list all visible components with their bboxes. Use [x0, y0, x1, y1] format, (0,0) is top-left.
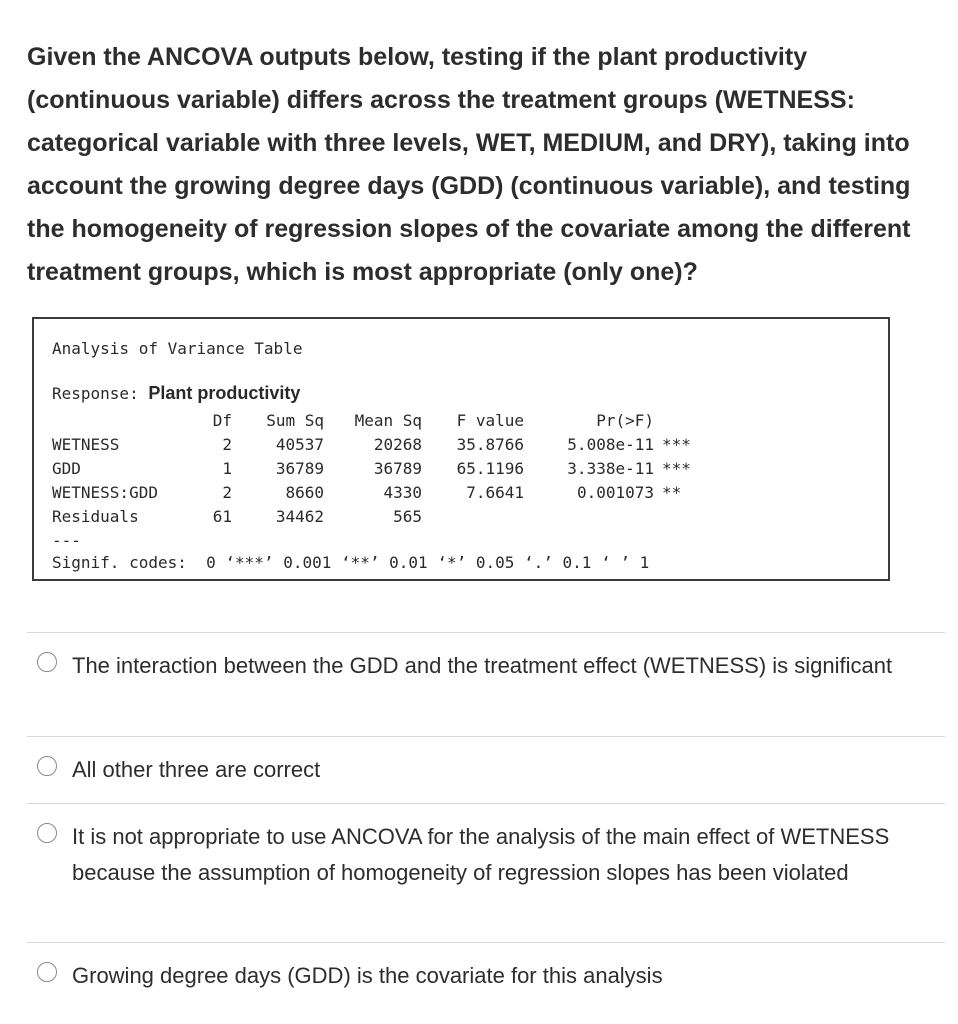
row-mean-sq: 20268: [373, 435, 422, 454]
row-mean-sq: 4330: [383, 483, 422, 502]
row-term: WETNESS: [52, 435, 120, 454]
separator: ---: [52, 531, 81, 550]
option-label: Growing degree days (GDD) is the covariate for this analysis: [72, 963, 663, 988]
row-signif: **: [662, 483, 682, 502]
option-label: All other three are correct: [72, 757, 321, 782]
row-f-value: 35.8766: [456, 435, 524, 454]
radio-button-icon[interactable]: [37, 756, 57, 776]
row-sum-sq: 36789: [275, 459, 324, 478]
question-text: Given the ANCOVA outputs below, testing if the plant productivity (continuous variable) differs across the treatment groups (WETNESS: categorical variable with three levels, WET, MEDIUM, and DRY), taking into account the growing degree days (GDD) (continuous variable), and testing the homogeneity of regression slopes of the covariate among the different treatment groups, which is most appropriate (only one)?: [27, 43, 911, 286]
row-df: 2: [222, 435, 232, 454]
row-sum-sq: 8660: [285, 483, 324, 502]
row-f-value: 7.6641: [466, 483, 524, 502]
header-sum-sq: Sum Sq: [266, 411, 324, 430]
row-term: Residuals: [52, 507, 139, 526]
header-p-value: Pr(>F): [596, 411, 654, 430]
option-label: The interaction between the GDD and the treatment effect (WETNESS) is significant: [72, 653, 893, 678]
radio-button-icon[interactable]: [37, 962, 57, 982]
header-df: Df: [212, 411, 232, 430]
header-f-value: F value: [456, 411, 524, 430]
divider: [27, 803, 945, 804]
row-p-value: 0.001073: [576, 483, 654, 502]
row-sum-sq: 40537: [275, 435, 324, 454]
row-signif: ***: [662, 435, 691, 454]
row-mean-sq: 565: [393, 507, 422, 526]
radio-button-icon[interactable]: [37, 652, 57, 672]
row-df: 61: [212, 507, 232, 526]
row-term: WETNESS:GDD: [52, 483, 158, 502]
anova-output-box: [32, 317, 890, 581]
row-term: GDD: [52, 459, 81, 478]
row-f-value: 65.1196: [456, 459, 524, 478]
header-mean-sq: Mean Sq: [354, 411, 422, 430]
response-line: [52, 383, 300, 404]
option-label: It is not appropriate to use ANCOVA for the analysis of the main effect of WETNESS because the assumption of homogeneity of regression slopes has been violated: [72, 824, 890, 885]
response-label: Response:: [52, 384, 139, 403]
divider: [27, 942, 945, 943]
row-df: 2: [222, 483, 232, 502]
divider: [27, 736, 945, 737]
anova-title: Analysis of Variance Table: [52, 339, 303, 358]
row-mean-sq: 36789: [373, 459, 422, 478]
response-value: Plant productivity: [148, 383, 301, 403]
signif-codes: Signif. codes: 0 ‘***’ 0.001 ‘**’ 0.01 ‘*’ 0.05 ‘.’ 0.1 ‘ ’ 1: [52, 553, 650, 572]
row-df: 1: [222, 459, 232, 478]
row-p-value: 5.008e-11: [567, 435, 654, 454]
radio-button-icon[interactable]: [37, 823, 57, 843]
row-signif: ***: [662, 459, 691, 478]
row-p-value: 3.338e-11: [567, 459, 654, 478]
divider: [27, 632, 945, 633]
row-sum-sq: 34462: [275, 507, 324, 526]
